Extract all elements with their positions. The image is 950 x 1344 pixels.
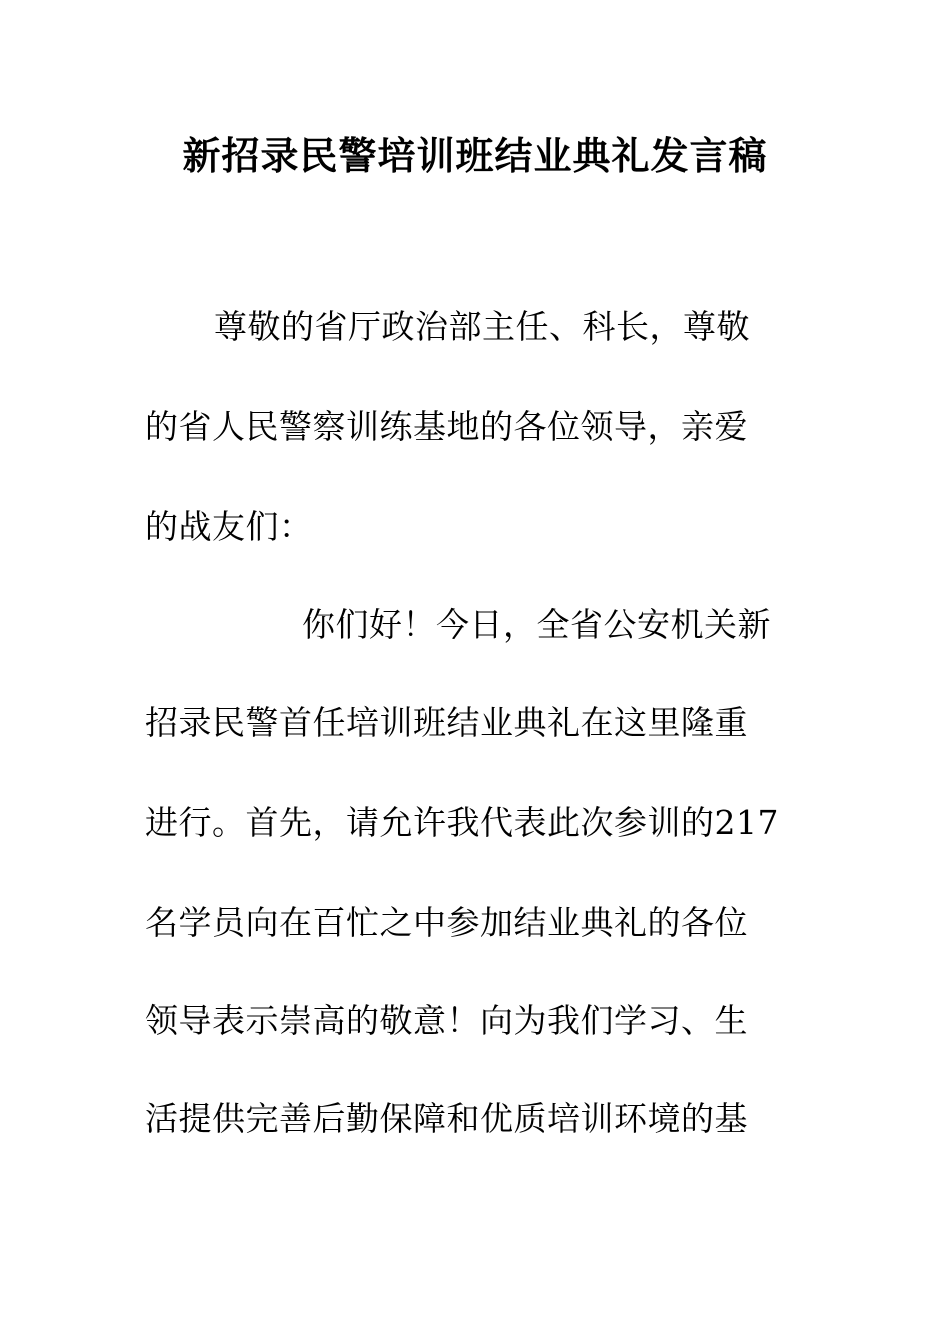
- document-title: 新招录民警培训班结业典礼发言稿: [182, 134, 768, 178]
- paragraph-line-1: 尊敬的省厅政治部主任、科长，尊敬: [214, 307, 750, 346]
- paragraph-line-5: 招录民警首任培训班结业典礼在这里隆重: [145, 703, 748, 742]
- paragraph-line-8: 领导表示崇高的敬意！向为我们学习、生: [145, 1001, 748, 1040]
- paragraph-line-7: 名学员向在百忙之中参加结业典礼的各位: [145, 903, 748, 942]
- paragraph-line-4: 你们好！今日，全省公安机关新: [302, 605, 771, 644]
- paragraph-line-3: 的战友们：: [145, 507, 313, 546]
- paragraph-line-2: 的省人民警察训练基地的各位领导，亲爱: [145, 407, 748, 446]
- paragraph-line-9: 活提供完善后勤保障和优质培训环境的基: [145, 1099, 748, 1138]
- paragraph-line-6: 进行。首先，请允许我代表此次参训的217: [145, 803, 779, 842]
